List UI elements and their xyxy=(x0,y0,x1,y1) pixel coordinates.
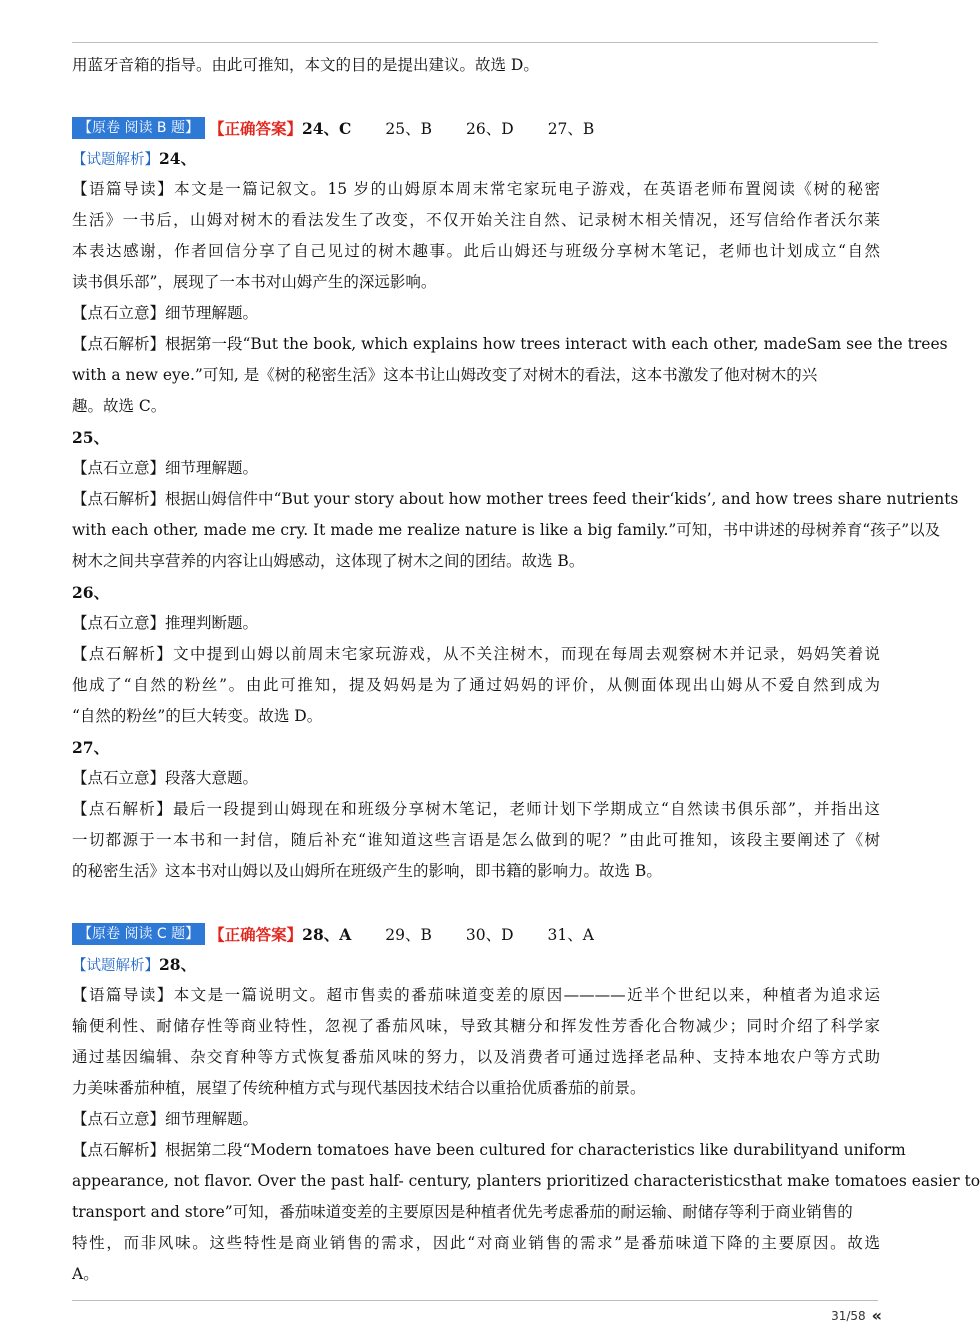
analysis-label: 【试题解析】 xyxy=(72,152,159,168)
header-rule xyxy=(72,42,878,43)
text-line: 本表达感谢，作者回信分享了自己见过的树木趣事。此后山姆还与班级分享树木笔记，老师也计划成立“自然 xyxy=(72,242,880,260)
analysis-heading xyxy=(72,949,880,980)
question-number: 26、 xyxy=(72,583,110,602)
spacer xyxy=(72,81,880,112)
text-line: 他成了“自然的粉丝”。由此可推知，提及妈妈是为了通过妈妈的评价，从侧面体现出山姆从不爱自然到成为 xyxy=(72,676,880,694)
text-line: 【语篇导读】本文是一篇说明文。超市售卖的番茄味道变差的原因————近半个世纪以来，种植者为追求运 xyxy=(72,986,880,1004)
text-line: “自然的粉丝”的巨大转变。故选 D。 xyxy=(72,707,323,725)
footer-rule xyxy=(72,1300,878,1301)
text-line: transport and store”可知，番茄味道变差的主要原因是种植者优先考虑番茄的耐运输、耐储存等利于商业销售的 xyxy=(72,1203,853,1221)
text-line: 树木之间共享营养的内容让山姆感动，这体现了树木之间的团结。故选 B。 xyxy=(72,552,585,570)
answer-item: 24、C xyxy=(301,118,352,138)
analysis-heading xyxy=(72,143,880,174)
page-number: 31/58 xyxy=(831,1308,866,1323)
analysis-label: 【试题解析】 xyxy=(72,958,159,974)
text-line: 【语篇导读】本文是一篇记叙文。15 岁的山姆原本周末常宅家玩电子游戏，在英语老师布置阅读《树的秘密 xyxy=(72,180,880,198)
text-line: A。 xyxy=(72,1265,99,1283)
text-line: 【点石立意】段落大意题。 xyxy=(72,769,259,787)
answer-item: 28、A xyxy=(302,924,352,944)
text-line: 通过基因编辑、杂交育种等方式恢复番茄风味的努力，以及消费者可通过选择老品种、支持本地农户等方式助 xyxy=(72,1048,880,1066)
spacer xyxy=(72,887,880,918)
text-line: 【点石立意】细节理解题。 xyxy=(72,459,259,477)
document-body xyxy=(72,50,980,1290)
answer-item: 31、A xyxy=(547,925,594,944)
text-line: 【点石解析】根据第一段“But the book, which explains how trees interact with each other, madeSam see the trees xyxy=(72,335,948,353)
text-line: appearance, not flavor. Over the past half- century, planters prioritized characteristicsthat make tomatoes easier to xyxy=(72,1172,980,1190)
text-line: 【点石解析】根据第二段“Modern tomatoes have been cultured for characteristics like durabilityand uniform xyxy=(72,1141,906,1159)
answer-item: 26、D xyxy=(466,119,514,138)
answer-item: 29、B xyxy=(385,925,432,944)
text-line: 【点石解析】文中提到山姆以前周末宅家玩游戏，从不关注树木，而现在每周去观察树木并记录，妈妈笑着说 xyxy=(72,645,880,663)
answer-label: 【正确答案】 xyxy=(209,924,303,944)
section-c-header xyxy=(72,918,880,949)
text-line: 特性，而非风味。这些特性是商业销售的需求，因此“对商业销售的需求”是番茄味道下降的主要原因。故选 xyxy=(72,1234,880,1252)
answer-item: 30、D xyxy=(465,925,514,944)
question-number: 27、 xyxy=(72,738,110,757)
text-line: 【点石立意】细节理解题。 xyxy=(72,304,259,322)
text-line: 【点石解析】根据山姆信件中“But your story about how mother trees feed their‘kids’, and how trees share nutrients xyxy=(72,490,959,508)
text-line: 力美味番茄种植，展望了传统种植方式与现代基因技术结合以重拾优质番茄的前景。 xyxy=(72,1079,646,1097)
text-line: 一切都源于一本书和一封信，随后补充“谁知道这些言语是怎么做到的呢？”由此可推知，该段主要阐述了《树 xyxy=(72,831,880,849)
page-footer xyxy=(831,1306,882,1325)
text-line: 【点石解析】最后一段提到山姆现在和班级分享树木笔记，老师计划下学期成立“自然读书俱乐部”，并指出这 xyxy=(72,800,880,818)
question-number: 24、 xyxy=(159,149,197,168)
section-tag: 【原卷 阅读 C 题】 xyxy=(72,923,205,945)
text-line: 读书俱乐部”，展现了一本书对山姆产生的深远影响。 xyxy=(72,273,437,291)
text-line: 生活》一书后，山姆对树木的看法发生了改变，不仅开始关注自然、记录树木相关情况，还写信给作者沃尔莱 xyxy=(72,211,880,229)
answer-item: 27、B xyxy=(547,119,595,138)
section-b-header xyxy=(72,112,880,143)
text-line: 趣。故选 C。 xyxy=(72,397,167,415)
text-line: with each other, made me cry. It made me realize nature is like a big family.”可知，书中讲述的母树养育“孩子”以及 xyxy=(72,521,941,539)
text-line: 用蓝牙音箱的指导。由此可推知，本文的目的是提出建议。故选 D。 xyxy=(72,56,539,74)
question-number: 28、 xyxy=(159,955,197,974)
text-line: with a new eye.”可知, 是《树的秘密生活》这本书让山姆改变了对树木的看法，这本书激发了他对树木的兴 xyxy=(72,366,818,384)
double-chevron-left-icon: « xyxy=(871,1306,882,1325)
question-number: 25、 xyxy=(72,428,110,447)
answer-label: 【正确答案】 xyxy=(208,118,302,138)
text-line: 【点石立意】推理判断题。 xyxy=(72,614,259,632)
text-line: 【点石立意】细节理解题。 xyxy=(72,1110,259,1128)
answer-item: 25、B xyxy=(385,119,433,138)
text-line: 输便利性、耐储存性等商业特性，忽视了番茄风味，导致其糖分和挥发性芳香化合物减少；同时介绍了科学家 xyxy=(72,1017,880,1035)
section-tag: 【原卷 阅读 B 题】 xyxy=(72,117,205,139)
text-line: 的秘密生活》这本书对山姆以及山姆所在班级产生的影响，即书籍的影响力。故选 B。 xyxy=(72,862,662,880)
